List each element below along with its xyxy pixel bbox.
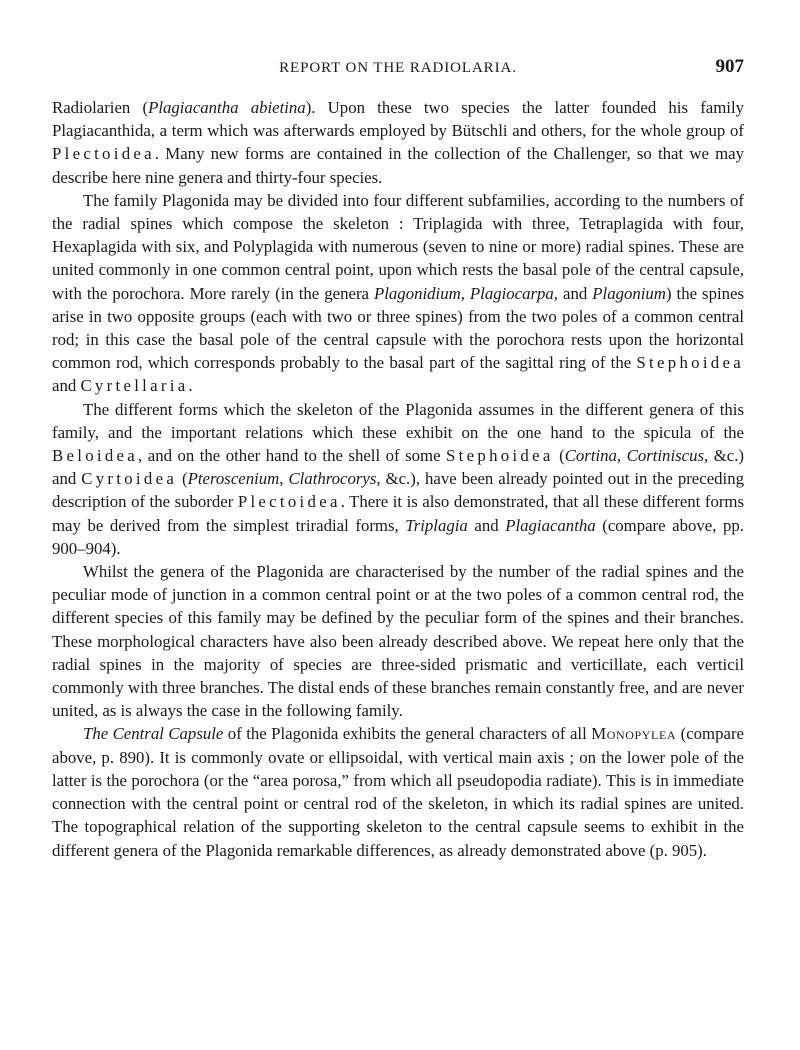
paragraph-3: The different forms which the skeleton of the Plagonida assumes in the different genera of this family, and the important relations which these exhibit on the one hand to the spicula of the Beloidea, and on the other hand to the shell of some Stephoidea (Cortina, Cortiniscus, &c.) and Cyrtoidea (Pteroscenium, Clathrocorys, &c.), have been already pointed out in the preceding description of the suborder Plectoidea. There it is also demonstrated, that all these different forms may be derived from the simplest triradial forms, Triplagia and Plagiacantha (compare above, pp. 900–904). bbox=[52, 399, 745, 558]
paragraph-4: Whilst the genera of the Plagonida are characterised by the number of the radial spines and the peculiar mode of junction in a common central point or at the two poles of a common central rod, the different species of this family may be defined by the peculiar form of the spines and their branches. These morphological characters have also been already described above. We repeat here only that the radial spines in the majority of species are three-sided prismatic and verticillate, each verticil commonly with three branches. The distal ends of these branches remain constantly free, and are never united, as is always the case in the following family. bbox=[52, 562, 744, 721]
page-number: 907 bbox=[715, 56, 744, 77]
paragraph-1: Radiolarien (Plagiacantha abietina). Upon these two species the latter founded his family Plagiacanthida, a term which was afterwards employed by Bütschli and others, for the whole group of Plectoidea. Many new forms are contained in the collection of the Challenger, so that we may describe here nine genera and thirty-four species. bbox=[52, 98, 744, 187]
page-header bbox=[52, 56, 744, 84]
body-text bbox=[52, 96, 744, 862]
running-head: REPORT ON THE RADIOLARIA. bbox=[279, 60, 517, 76]
paragraph-2: The family Plagonida may be divided into four different subfamilies, according to the numbers of the radial spines which compose the skeleton : Triplagida with three, Tetraplagida with four, Hexaplagida with six, and Polyplagida with numerous (seven to nine or more) radial spines. These are united commonly in one common central point, upon which rests the basal pole of the central capsule, with the porochora. More rarely (in the genera Plagonidium, Plagiocarpa, and Plagonium) the spines arise in two opposite groups (each with two or three spines) from the two poles of a common central rod; in this case the basal pole of the central capsule with the porochora rests upon the horizontal common rod, which corresponds probably to the basal part of the sagittal ring of the Stephoidea and Cyrtellaria. bbox=[52, 190, 745, 396]
paragraph-5: The Central Capsule of the Plagonida exhibits the general characters of all Monopylea (compare above, p. 890). It is commonly ovate or ellipsoidal, with vertical main axis ; on the lower pole of the latter is the porochora (or the “area porosa,” from which all pseudopodia radiate). This is in immediate connection with the central point or central rod of the skeleton, in which its radial spines are united. The topographical relation of the supporting skeleton to the central capsule seems to exhibit in the different genera of the Plagonida remarkable differences, as already demonstrated above (p. 905). bbox=[52, 724, 744, 860]
